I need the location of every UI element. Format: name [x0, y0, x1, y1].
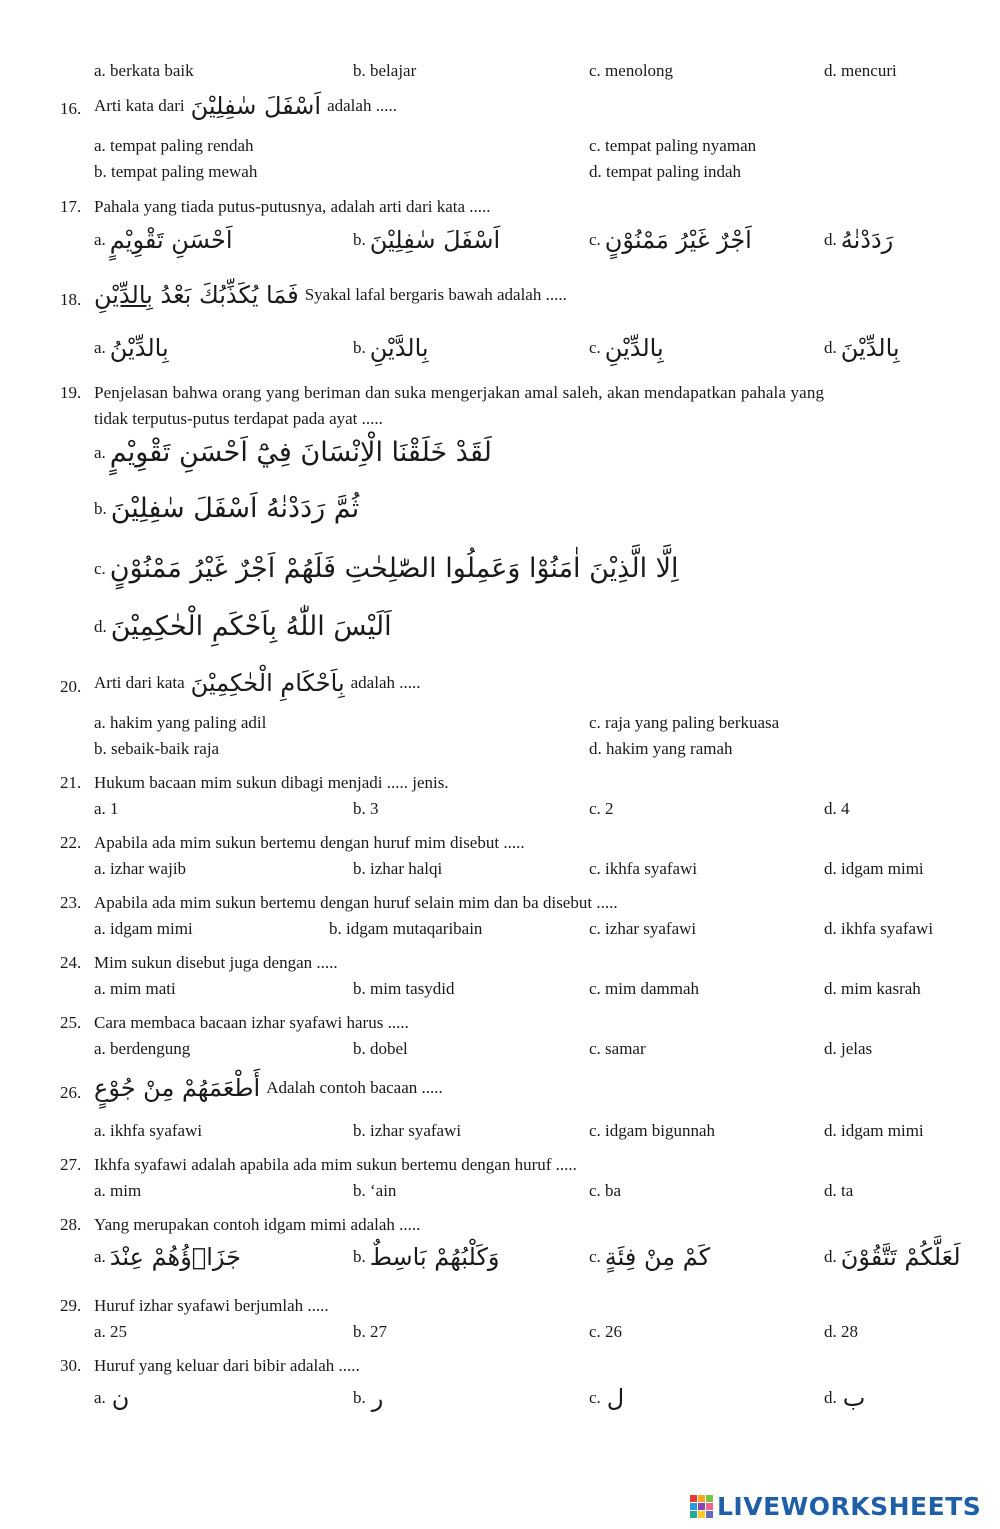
- question-text-line-2: tidak terputus-putus terdapat pada ayat .....: [94, 409, 383, 428]
- question-pre: Arti dari kata: [94, 673, 185, 693]
- logo-text: LIVEWORKSHEETS: [717, 1491, 982, 1521]
- question-number: 26.: [60, 1083, 82, 1102]
- option-a[interactable]: a. mim: [94, 1181, 142, 1200]
- question-text: Pahala yang tiada putus-putusnya, adalah arti dari kata .....: [94, 197, 491, 216]
- option-a[interactable]: [94, 334, 169, 363]
- arabic-option: جَزَاۤؤُهُمْ عِنْدَ: [109, 1243, 241, 1271]
- arabic-term: اَسْفَلَ سٰفِلِيْنَ: [190, 92, 322, 120]
- option-c[interactable]: c. 26: [589, 1322, 623, 1341]
- option-d[interactable]: [94, 611, 392, 643]
- question-number: 19.: [60, 383, 82, 402]
- logo-square: [690, 1503, 697, 1510]
- arabic-option: اَجْرٌ غَيْرُ مَمْنُوْنٍ: [604, 226, 752, 254]
- option-label: b.: [94, 499, 107, 518]
- question-number: 27.: [60, 1155, 82, 1174]
- option-label: d.: [824, 338, 837, 358]
- question-text: Huruf yang keluar dari bibir adalah .....: [94, 1356, 360, 1375]
- option-c[interactable]: [589, 226, 752, 255]
- option-b[interactable]: b. izhar halqi: [353, 859, 443, 878]
- logo-square: [698, 1495, 705, 1502]
- option-b[interactable]: b. dobel: [353, 1039, 408, 1058]
- logo-square: [698, 1511, 705, 1518]
- question-text: [94, 281, 567, 310]
- option-b[interactable]: b. sebaik-baik raja: [94, 739, 220, 758]
- arabic-letter: ن: [111, 1384, 130, 1412]
- question-text-line-1: Penjelasan bahwa orang yang beriman dan suka mengerjakan amal saleh, akan mendapatkan pahala yang: [94, 383, 825, 402]
- option-a[interactable]: a. hakim yang paling adil: [94, 713, 267, 732]
- liveworksheets-logo[interactable]: [690, 1490, 981, 1522]
- question-text: Yang merupakan contoh idgam mimi adalah .....: [94, 1215, 421, 1234]
- option-a[interactable]: [94, 1243, 241, 1272]
- option-d[interactable]: d. tempat paling indah: [589, 162, 742, 181]
- arabic-verse: أَطْعَمَهُمْ مِنْ جُوْعٍ: [94, 1074, 261, 1102]
- option-d[interactable]: [824, 1384, 865, 1413]
- option-c[interactable]: [589, 1384, 624, 1413]
- option-a[interactable]: [94, 226, 232, 255]
- logo-grid-icon: [690, 1495, 713, 1518]
- question-text: Cara membaca bacaan izhar syafawi harus .....: [94, 1013, 409, 1032]
- underlined-word: بِالدِّيْنِ: [94, 281, 153, 309]
- option-d[interactable]: d. 4: [824, 799, 850, 818]
- logo-square: [706, 1495, 713, 1502]
- option-c[interactable]: c. ba: [589, 1181, 622, 1200]
- option-label: b.: [353, 230, 366, 250]
- option-a[interactable]: [94, 1384, 129, 1413]
- question-post: adalah .....: [350, 673, 421, 693]
- question-number: 18.: [60, 290, 82, 309]
- option-label: a.: [94, 1247, 106, 1267]
- question-number: 29.: [60, 1296, 82, 1315]
- arabic-verse: ثُمَّ رَدَدْنٰهُ اَسْفَلَ سٰفِلِيْنَ: [110, 493, 360, 524]
- option-d[interactable]: [824, 1243, 961, 1272]
- logo-square: [690, 1511, 697, 1518]
- option-d[interactable]: d. idgam mimi: [824, 859, 924, 878]
- option-label: a.: [94, 1388, 106, 1408]
- question-text: Apabila ada mim sukun bertemu dengan huruf selain mim dan ba disebut .....: [94, 893, 618, 912]
- arabic-verse: [94, 281, 299, 310]
- option-a[interactable]: a. berdengung: [94, 1039, 191, 1058]
- option-b[interactable]: b. ‘ain: [353, 1181, 397, 1200]
- option-label: d.: [824, 1247, 837, 1267]
- question-number: 24.: [60, 953, 82, 972]
- option-a[interactable]: a. berkata baik: [94, 61, 194, 80]
- option-b[interactable]: b. 3: [353, 799, 379, 818]
- question-number: 16.: [60, 99, 82, 118]
- question-text: Ikhfa syafawi adalah apabila ada mim sukun bertemu dengan huruf .....: [94, 1155, 577, 1174]
- arabic-option: كَمْ مِنْ فِئَةٍ: [604, 1243, 711, 1271]
- option-d[interactable]: [824, 226, 893, 255]
- option-d[interactable]: d. ta: [824, 1181, 854, 1200]
- option-label: c.: [589, 230, 601, 250]
- option-label: d.: [824, 230, 837, 250]
- option-d[interactable]: d. mim kasrah: [824, 979, 921, 998]
- question-post: adalah .....: [327, 96, 397, 116]
- option-b[interactable]: b. idgam mutaqaribain: [329, 919, 483, 938]
- option-c[interactable]: c. ikhfa syafawi: [589, 859, 698, 878]
- option-c[interactable]: [94, 553, 679, 585]
- option-c[interactable]: c. raja yang paling berkuasa: [589, 713, 780, 732]
- option-label: b.: [353, 338, 366, 358]
- arabic-letter: ب: [842, 1384, 866, 1412]
- option-c[interactable]: [589, 334, 664, 363]
- option-label: c.: [94, 559, 106, 578]
- arabic-verse: اِلَّا الَّذِيْنَ اٰمَنُوْا وَعَمِلُوا الصّٰلِحٰتِ فَلَهُمْ اَجْرٌ غَيْرُ مَمْنُوْنٍ: [109, 553, 679, 584]
- question-number: 17.: [60, 197, 82, 216]
- option-d[interactable]: d. jelas: [824, 1039, 873, 1058]
- arabic-option: بِالدَّيْنِ: [369, 334, 429, 362]
- logo-square: [706, 1511, 713, 1518]
- arabic-verse: لَقَدْ خَلَقْنَا الْاِنْسَانَ فِيْٓ اَحْسَنِ تَقْوِيْمٍ: [109, 437, 492, 468]
- option-d[interactable]: d. idgam mimi: [824, 1121, 924, 1140]
- option-b[interactable]: [353, 226, 500, 255]
- option-b[interactable]: b. belajar: [353, 61, 417, 80]
- option-a[interactable]: a. tempat paling rendah: [94, 136, 254, 155]
- logo-square: [698, 1503, 705, 1510]
- option-c[interactable]: c. izhar syafawi: [589, 919, 697, 938]
- option-a[interactable]: a. 1: [94, 799, 119, 818]
- option-label: b.: [353, 1247, 366, 1267]
- option-a[interactable]: a. izhar wajib: [94, 859, 187, 878]
- option-b[interactable]: [94, 493, 359, 525]
- option-c[interactable]: c. mim dammah: [589, 979, 700, 998]
- arabic-option: وَكَلْبُهُمْ بَاسِطٌ: [369, 1243, 500, 1271]
- option-c[interactable]: c. menolong: [589, 61, 674, 80]
- option-b[interactable]: b. izhar syafawi: [353, 1121, 462, 1140]
- arabic-option: اَحْسَنِ تَقْوِيْمٍ: [109, 226, 233, 254]
- option-b[interactable]: b. mim tasydid: [353, 979, 455, 998]
- option-c[interactable]: [589, 1243, 710, 1272]
- arabic-option: لَعَلَّكُمْ تَتَّقُوْنَ: [840, 1243, 961, 1271]
- logo-square: [690, 1495, 697, 1502]
- option-b[interactable]: b. 27: [353, 1322, 387, 1341]
- option-b[interactable]: [353, 334, 429, 363]
- option-label: c.: [589, 1247, 601, 1267]
- arabic-option: بِالدِّيْنِ: [604, 334, 664, 362]
- option-label: d.: [94, 617, 107, 636]
- question-number: 25.: [60, 1013, 82, 1032]
- question-number: 21.: [60, 773, 82, 792]
- option-d[interactable]: d. ikhfa syafawi: [824, 919, 934, 938]
- option-a[interactable]: a. idgam mimi: [94, 919, 193, 938]
- question-pre: Arti kata dari: [94, 96, 185, 116]
- question-post: Syakal lafal bergaris bawah adalah .....: [304, 285, 567, 305]
- question-text: [94, 1074, 443, 1103]
- option-c[interactable]: c. 2: [589, 799, 614, 818]
- question-text: [94, 669, 421, 698]
- option-label: a.: [94, 230, 106, 250]
- question-text: [94, 92, 397, 121]
- option-b[interactable]: [353, 1243, 500, 1272]
- question-post: Adalah contoh bacaan .....: [266, 1078, 443, 1098]
- option-label: b.: [353, 1388, 366, 1408]
- option-a[interactable]: a. mim mati: [94, 979, 176, 998]
- arabic-letter: ر: [371, 1384, 384, 1412]
- option-d[interactable]: d. mencuri: [824, 61, 897, 80]
- question-number: 30.: [60, 1356, 82, 1375]
- option-c[interactable]: c. samar: [589, 1039, 646, 1058]
- arabic-term: بِاَحْكَامِ الْحٰكِمِيْنَ: [190, 669, 345, 697]
- option-d[interactable]: [824, 334, 900, 363]
- option-a[interactable]: [94, 437, 492, 469]
- option-label: a.: [94, 338, 106, 358]
- option-label: a.: [94, 443, 106, 462]
- question-number: 28.: [60, 1215, 82, 1234]
- question-number: 23.: [60, 893, 82, 912]
- question-text: Huruf izhar syafawi berjumlah .....: [94, 1296, 329, 1315]
- option-b[interactable]: [353, 1384, 383, 1413]
- option-c[interactable]: c. tempat paling nyaman: [589, 136, 757, 155]
- logo-square: [706, 1503, 713, 1510]
- arabic-option: بِالدِّيْنُ: [109, 334, 169, 362]
- question-number: 22.: [60, 833, 82, 852]
- option-a[interactable]: a. 25: [94, 1322, 128, 1341]
- option-c[interactable]: c. idgam bigunnah: [589, 1121, 716, 1140]
- option-b[interactable]: b. tempat paling mewah: [94, 162, 258, 181]
- option-label: d.: [824, 1388, 837, 1408]
- arabic-option: بِالدِّيْنَ: [840, 334, 900, 362]
- question-text: Mim sukun disebut juga dengan .....: [94, 953, 338, 972]
- arabic-verse-text: فَمَا يُكَذِّبُكَ بَعْدُ: [160, 281, 299, 309]
- question-text: Apabila ada mim sukun bertemu dengan huruf mim disebut .....: [94, 833, 525, 852]
- arabic-letter: ل: [606, 1384, 625, 1412]
- option-label: c.: [589, 1388, 601, 1408]
- option-d[interactable]: d. hakim yang ramah: [589, 739, 733, 758]
- question-number: 20.: [60, 677, 82, 696]
- option-d[interactable]: d. 28: [824, 1322, 858, 1341]
- arabic-option: رَدَدْنٰهُ: [840, 226, 894, 254]
- arabic-verse: اَلَيْسَ اللّٰهُ بِاَحْكَمِ الْحٰكِمِيْنَ: [110, 611, 392, 642]
- arabic-option: اَسْفَلَ سٰفِلِيْنَ: [369, 226, 501, 254]
- option-label: c.: [589, 338, 601, 358]
- question-text: Hukum bacaan mim sukun dibagi menjadi ..... jenis.: [94, 773, 449, 792]
- option-a[interactable]: a. ikhfa syafawi: [94, 1121, 203, 1140]
